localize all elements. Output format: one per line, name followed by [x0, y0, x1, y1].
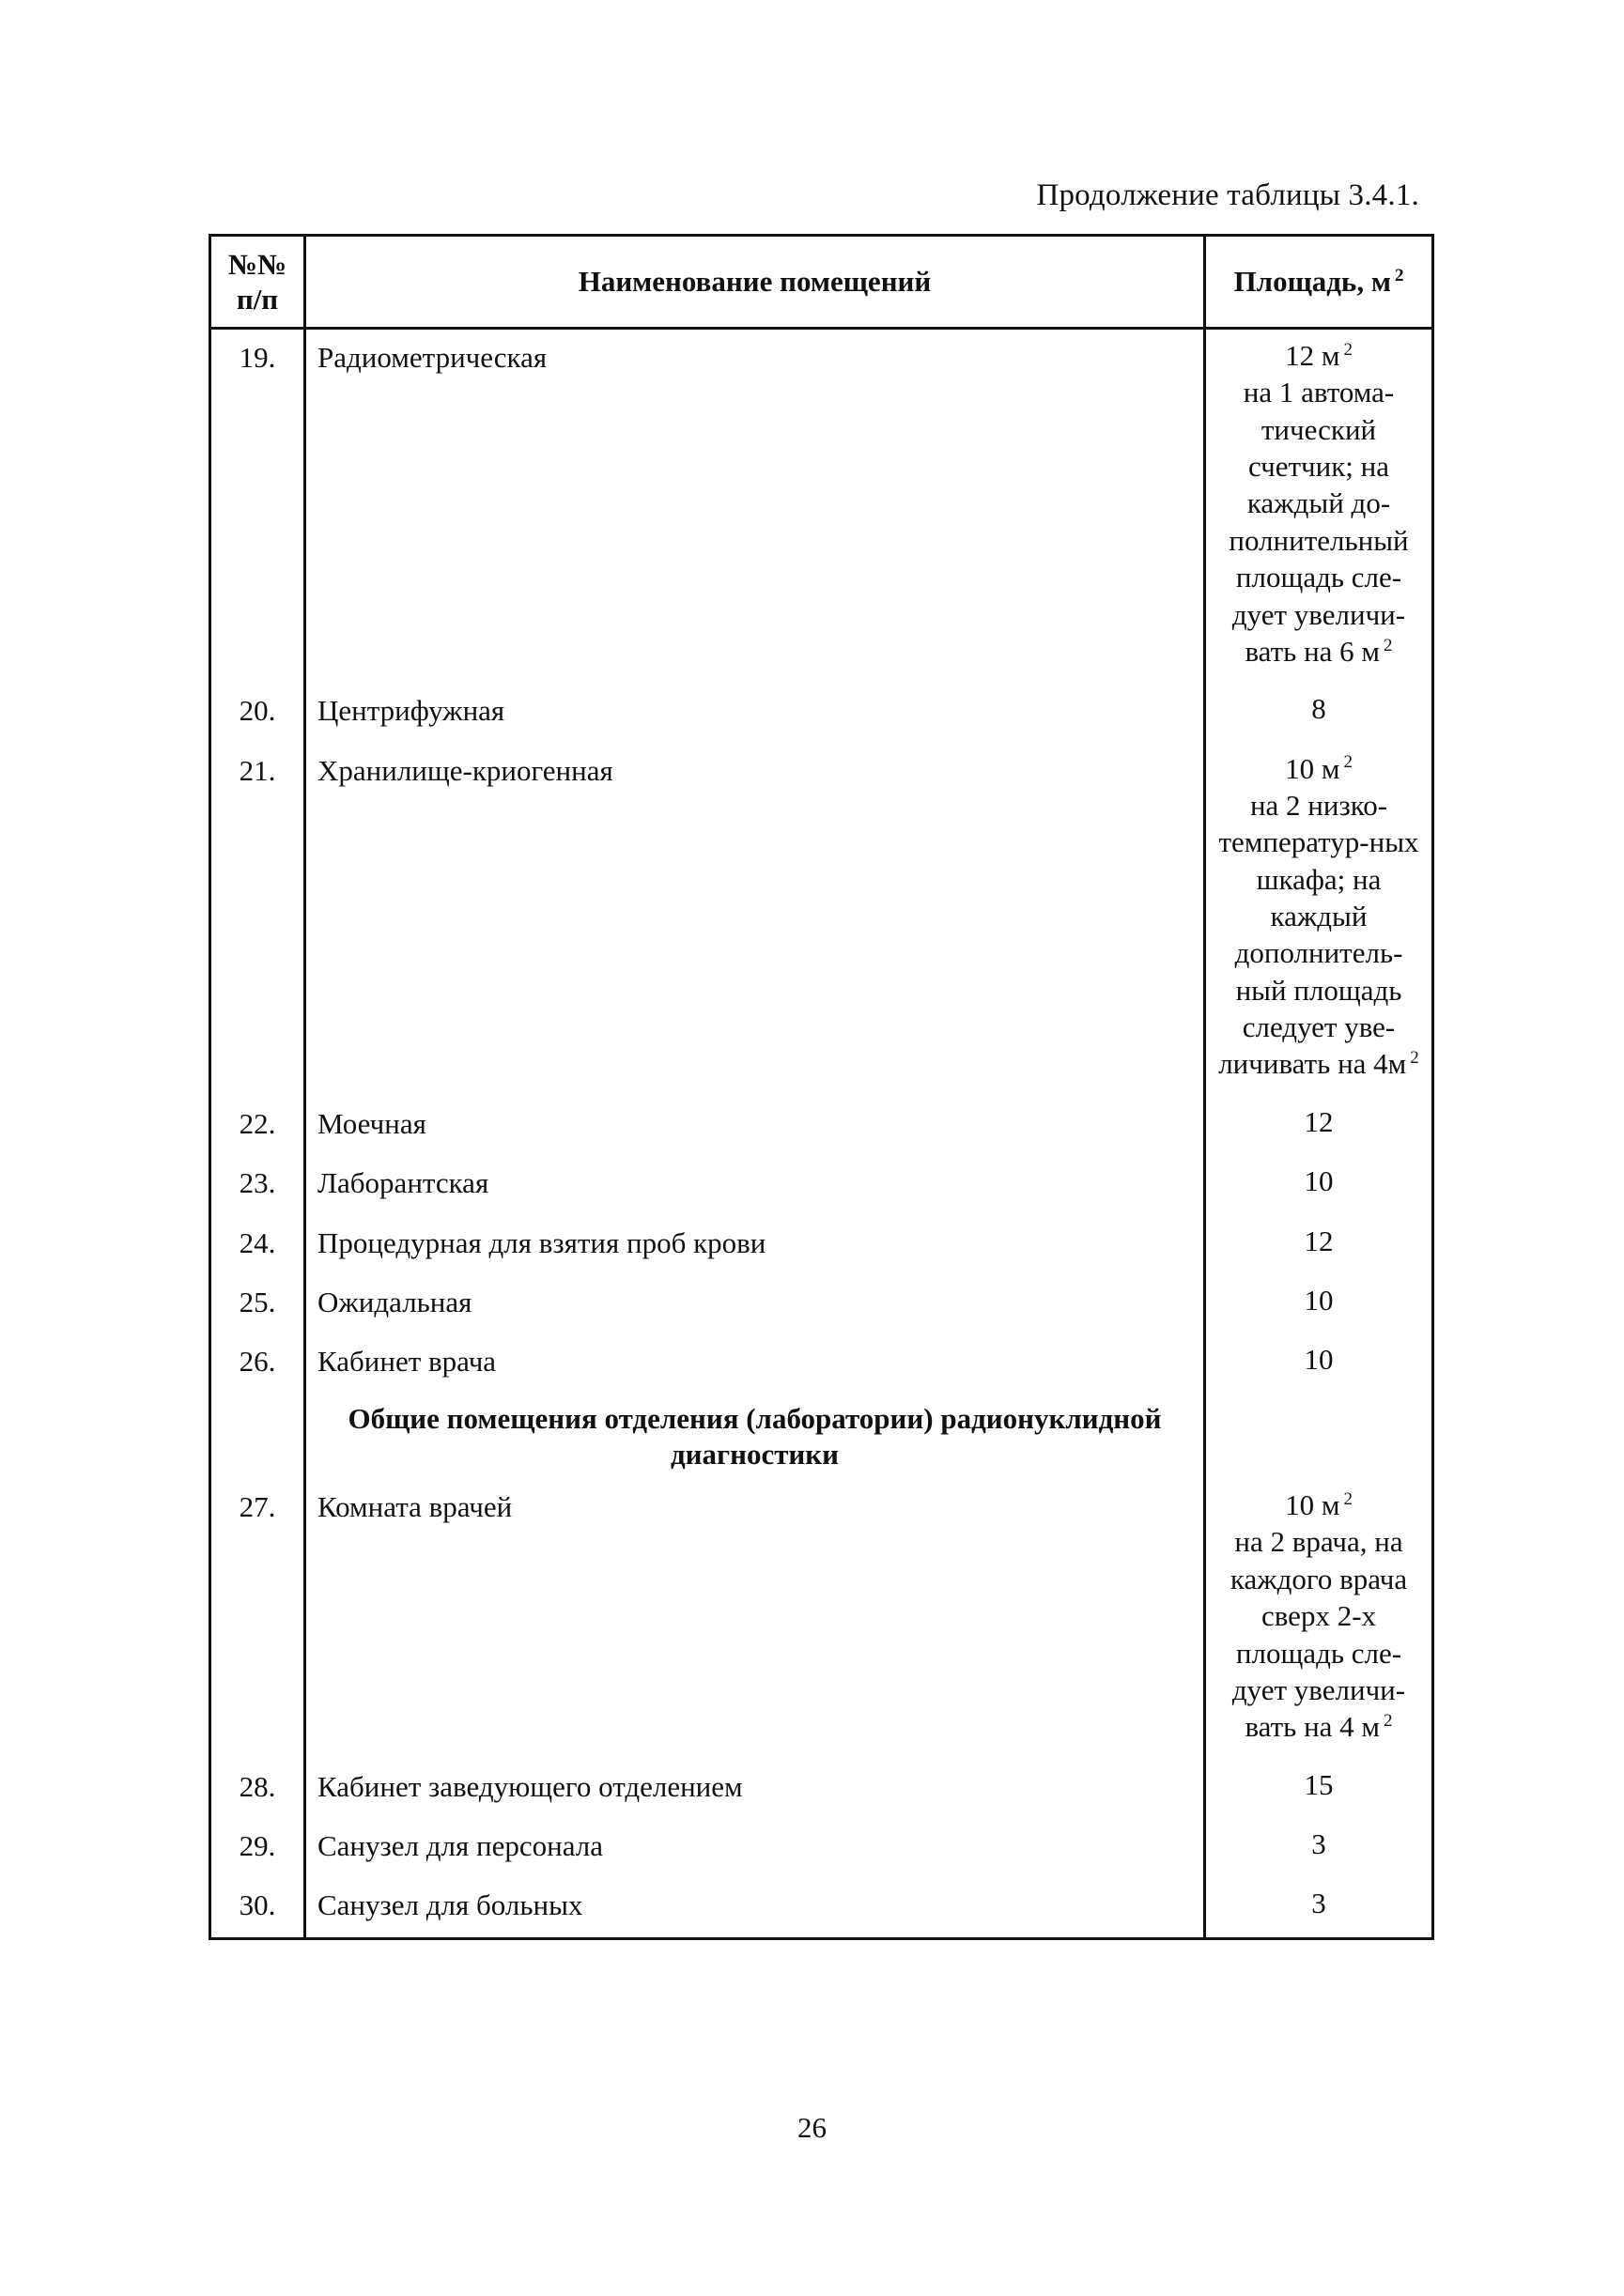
row-num: 30. [210, 1877, 305, 1938]
row-area: 12 [1205, 1096, 1433, 1155]
row-num: 24. [210, 1215, 305, 1274]
table-row [210, 1479, 1433, 1759]
rooms-table [209, 234, 1434, 1940]
row-area: 15 [1205, 1759, 1433, 1818]
page-number: 26 [797, 2111, 827, 2144]
row-area: 12 [1205, 1215, 1433, 1274]
section-area-cell [1205, 1394, 1433, 1480]
table-row [210, 1759, 1433, 1818]
table-row [210, 1215, 1433, 1274]
row-name: Хранилище-криогенная [305, 743, 1205, 1096]
table-row [210, 1155, 1433, 1214]
header-name: Наименование помещений [305, 236, 1205, 329]
area-note-text: на 2 низко-температур-ных шкафа; на каждый дополнитель-ный площадь следует уве-личивать на 4м [1218, 788, 1419, 1081]
row-name: Центрифужная [305, 683, 1205, 742]
area-note [1212, 1523, 1426, 1745]
row-area [1205, 329, 1433, 684]
area-value-text: 12 м [1285, 339, 1340, 372]
area-note-text: на 1 автома-тический счетчик; на каждый до-полнительный площадь сле-дует увеличи-вать на 6 м [1229, 376, 1409, 668]
area-value-sup: 2 [1343, 1488, 1353, 1509]
row-name: Санузел для больных [305, 1877, 1205, 1938]
area-value [1212, 337, 1426, 374]
row-name: Лаборантская [305, 1155, 1205, 1214]
area-note-sup: 2 [1384, 635, 1393, 655]
table-row [210, 1818, 1433, 1877]
row-area: 8 [1205, 683, 1433, 742]
area-value [1212, 750, 1426, 787]
section-title: Общие помещения отделения (лаборатории) радионуклидной диагностики [305, 1394, 1205, 1480]
row-num: 29. [210, 1818, 305, 1877]
row-area [1205, 1479, 1433, 1759]
area-note-text: на 2 врача, на каждого врача сверх 2-х площадь сле-дует увеличи-вать на 4 м [1230, 1525, 1408, 1744]
row-name: Комната врачей [305, 1479, 1205, 1759]
table-row [210, 1096, 1433, 1155]
area-value-sup: 2 [1343, 752, 1353, 773]
row-name: Кабинет врача [305, 1333, 1205, 1393]
area-note-sup: 2 [1410, 1048, 1419, 1069]
row-num: 22. [210, 1096, 305, 1155]
row-name: Ожидальная [305, 1274, 1205, 1333]
row-area: 3 [1205, 1818, 1433, 1877]
header-area [1205, 236, 1433, 329]
row-area: 10 [1205, 1333, 1433, 1393]
table-header-row [210, 236, 1433, 329]
row-num: 26. [210, 1333, 305, 1393]
row-area: 10 [1205, 1274, 1433, 1333]
area-note [1212, 787, 1426, 1083]
row-name: Кабинет заведующего отделением [305, 1759, 1205, 1818]
header-num: №№ п/п [210, 236, 305, 329]
section-num-cell [210, 1394, 305, 1480]
section-row [210, 1394, 1433, 1480]
row-name: Санузел для персонала [305, 1818, 1205, 1877]
row-num: 19. [210, 329, 305, 684]
header-area-sup: 2 [1394, 266, 1404, 286]
row-num: 20. [210, 683, 305, 742]
area-value-sup: 2 [1343, 339, 1353, 360]
table-row [210, 1877, 1433, 1938]
table-row [210, 743, 1433, 1096]
header-area-label: Площадь, м [1233, 265, 1391, 299]
table-row [210, 1333, 1433, 1393]
row-name: Процедурная для взятия проб крови [305, 1215, 1205, 1274]
area-value-text: 10 м [1285, 1488, 1340, 1522]
row-area [1205, 743, 1433, 1096]
table-row [210, 683, 1433, 742]
row-name: Радиометрическая [305, 329, 1205, 684]
row-num: 28. [210, 1759, 305, 1818]
row-area: 3 [1205, 1877, 1433, 1938]
row-num: 23. [210, 1155, 305, 1214]
area-value [1212, 1487, 1426, 1523]
table-caption: Продолжение таблицы 3.4.1. [1036, 178, 1419, 212]
row-area: 10 [1205, 1155, 1433, 1214]
area-note [1212, 374, 1426, 670]
row-num: 21. [210, 743, 305, 1096]
row-num: 25. [210, 1274, 305, 1333]
row-name: Моечная [305, 1096, 1205, 1155]
row-num: 27. [210, 1479, 305, 1759]
table-row [210, 329, 1433, 684]
area-value-text: 10 м [1285, 751, 1340, 785]
area-note-sup: 2 [1384, 1710, 1393, 1731]
table-row [210, 1274, 1433, 1333]
